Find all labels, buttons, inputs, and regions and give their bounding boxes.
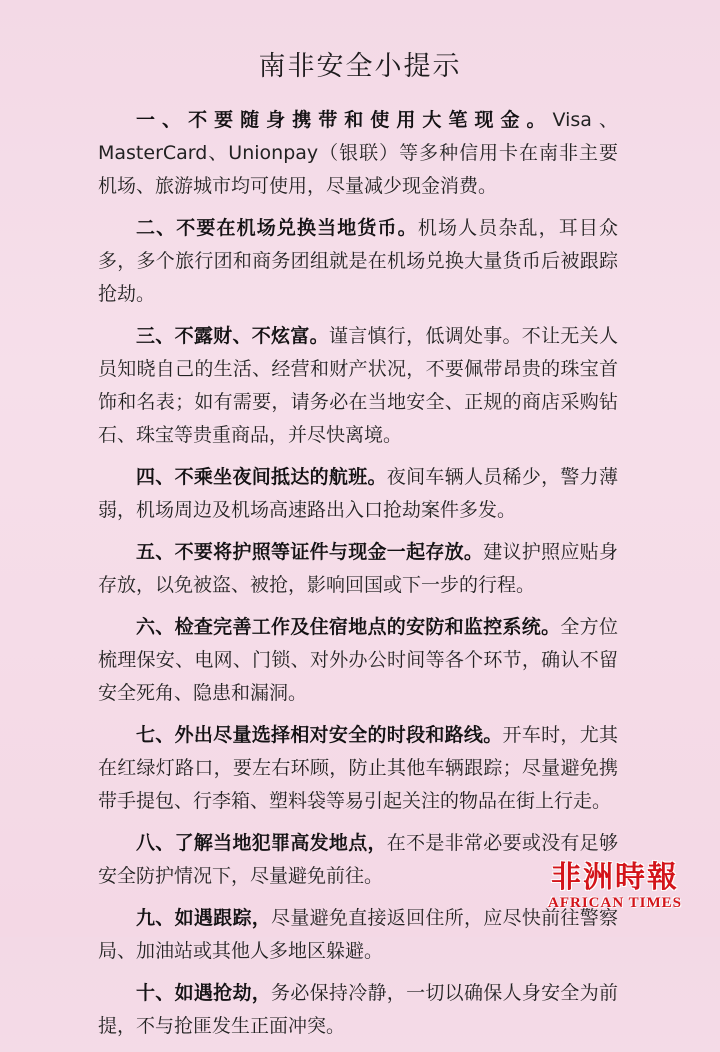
tip-item-4 <box>98 461 618 527</box>
tip-lead: 五、不要将护照等证件与现金一起存放。 <box>136 541 484 563</box>
tip-lead: 四、不乘坐夜间抵达的航班。 <box>136 466 387 488</box>
tip-text: 机场人员杂乱，耳目众多，多个旅行团和商务团组就是在机场兑换大量货币后被跟踪抢劫。 <box>98 217 618 305</box>
tip-lead: 七、外出尽量选择相对安全的时段和路线。 <box>136 724 503 746</box>
tip-text: 尽量避免直接返回住所，应尽快前往警察局、加油站或其他人多地区躲避。 <box>98 907 618 962</box>
tip-text: Visa、MasterCard、Unionpay（银联）等多种信用卡在南非主要机场、旅游城市均可使用，尽量减少现金消费。 <box>98 109 618 197</box>
tip-item-3 <box>98 320 618 452</box>
tip-text: 务必保持冷静，一切以确保人身安全为前提，不与抢匪发生正面冲突。 <box>98 982 618 1037</box>
logo-chinese: 非洲時報 <box>551 860 679 895</box>
tip-item-2 <box>98 212 618 311</box>
page-title: 南非安全小提示 <box>258 51 462 82</box>
tip-item-1 <box>98 104 618 203</box>
tip-lead: 八、了解当地犯罪高发地点， <box>136 832 387 854</box>
tip-text: 在不是非常必要或没有足够安全防护情况下，尽量避免前往。 <box>98 832 618 887</box>
tip-item-7 <box>98 719 618 818</box>
tip-lead: 二、不要在机场兑换当地货币。 <box>136 217 418 239</box>
tip-item-5 <box>98 536 618 602</box>
tip-text: 谨言慎行，低调处事。不让无关人员知晓自己的生活、经营和财产状况，不要佩带昂贵的珠宝首饰和名表；如有需要，请务必在当地安全、正规的商店采购钻石、珠宝等贵重商品，并尽快离境。 <box>98 325 618 446</box>
tip-lead: 六、检查完善工作及住宿地点的安防和监控系统。 <box>136 616 561 638</box>
tip-lead: 十、如遇抢劫， <box>136 982 272 1004</box>
tip-lead: 九、如遇跟踪， <box>136 907 272 929</box>
logo-english: AFRICAN TIMES <box>548 895 682 911</box>
tip-lead: 一、不要随身携带和使用大笔现金。 <box>136 109 553 131</box>
tip-text: 开车时，尤其在红绿灯路口，要左右环顾，防止其他车辆跟踪；尽量避免携带手提包、行李箱、塑料袋等易引起关注的物品在街上行走。 <box>98 724 618 812</box>
tip-lead: 三、不露财、不炫富。 <box>136 325 329 347</box>
tip-item-6 <box>98 611 618 710</box>
african-times-logo <box>530 862 700 916</box>
tip-item-10 <box>98 977 618 1043</box>
tip-text: 建议护照应贴身存放，以免被盗、被抢，影响回国或下一步的行程。 <box>98 541 618 596</box>
tip-text: 全方位梳理保安、电网、门锁、对外办公时间等各个环节，确认不留安全死角、隐患和漏洞。 <box>98 616 618 704</box>
tip-text: 夜间车辆人员稀少，警力薄弱，机场周边及机场高速路出入口抢劫案件多发。 <box>98 466 618 521</box>
